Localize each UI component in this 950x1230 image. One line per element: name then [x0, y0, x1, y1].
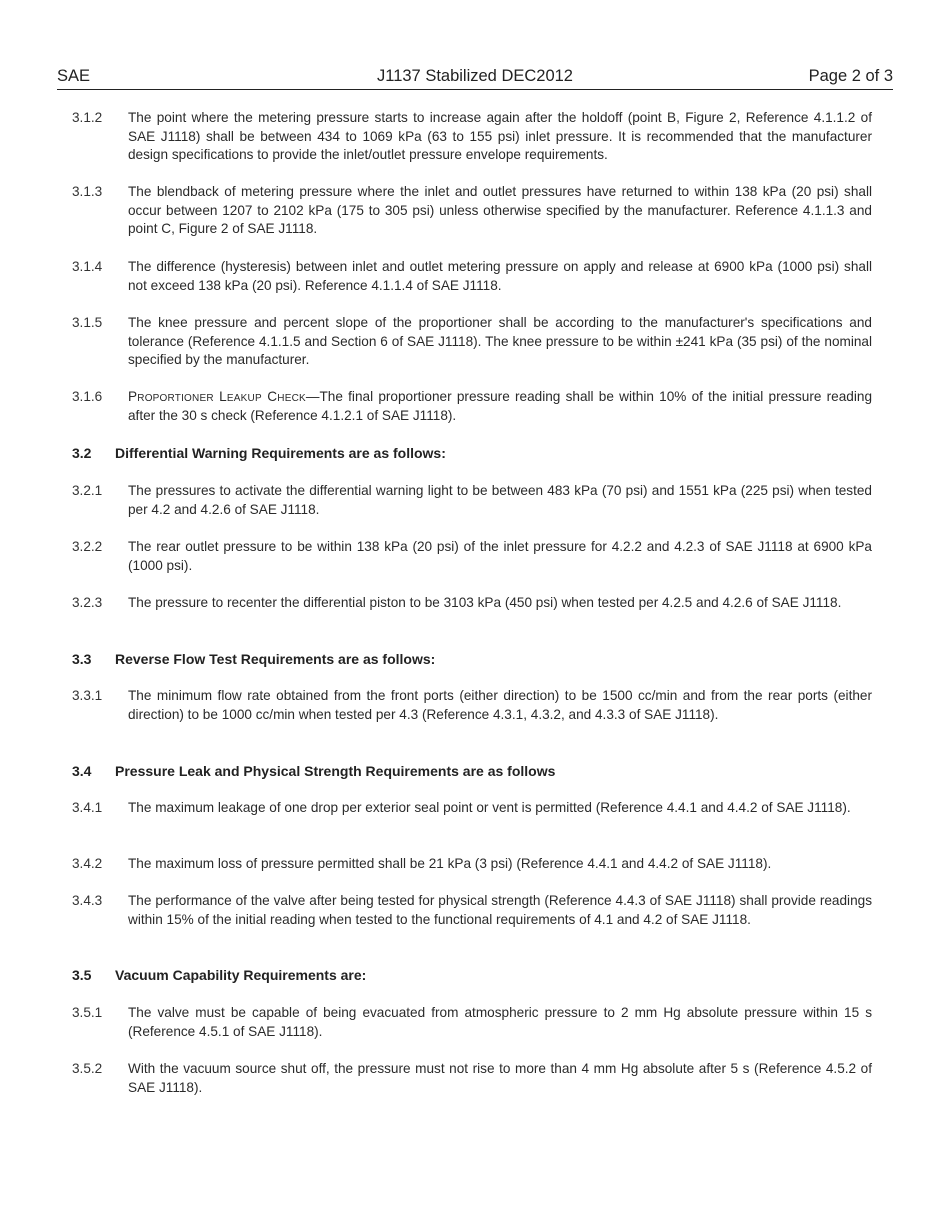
paragraph-3-5-2	[72, 1060, 872, 1097]
paragraph-body: —The final proportioner pressure reading shall be within 10% of the initial pressure reading after the 30 s check (Reference 4.1.2.1 of SAE J1118).	[128, 389, 873, 423]
section-title: Vacuum Capability Requirements are:	[115, 967, 367, 983]
paragraph-text: The rear outlet pressure to be within 138 kPa (20 psi) of the inlet pressure for 4.2.2 and 4.2.3 of SAE J1118 at 6900 kPa (1000 psi).	[128, 539, 872, 573]
paragraph-number: 3.1.6	[72, 389, 103, 404]
paragraph-number: 3.3.1	[72, 688, 103, 703]
section-number: 3.3	[72, 651, 92, 667]
section-title: Differential Warning Requirements are as follows:	[115, 445, 446, 461]
paragraph-text: The valve must be capable of being evacuated from atmospheric pressure to 2 mm Hg absolute pressure within 15 s (Reference 4.5.1 of SAE J1118).	[128, 1005, 872, 1039]
section-title: Reverse Flow Test Requirements are as follows:	[115, 651, 436, 667]
paragraph-text	[128, 388, 872, 425]
paragraph-text: The pressure to recenter the differential piston to be 3103 kPa (450 psi) when tested per 4.2.5 and 4.2.6 of SAE J1118.	[128, 595, 842, 610]
paragraph-number: 3.1.5	[72, 315, 103, 330]
paragraph-3-1-5	[72, 314, 872, 370]
paragraph-text: The point where the metering pressure starts to increase again after the holdoff (point B, Figure 2, Reference 4.1.1.2 of SAE J1118) shall be between 434 to 1069 kPa (63 to 155 psi) inlet pressure. It is recommended that the manufacturer design specifications to provide the inlet/outlet pressure envelope requirements.	[128, 110, 872, 162]
paragraph-number: 3.2.3	[72, 595, 103, 610]
paragraph-lead-in: Proportioner Leakup Check	[128, 389, 306, 404]
section-heading-3-5	[72, 966, 872, 985]
page-header	[57, 67, 893, 90]
paragraph-number: 3.1.4	[72, 259, 103, 274]
paragraph-number: 3.1.2	[72, 110, 103, 125]
paragraph-text: The pressures to activate the differential warning light to be between 483 kPa (70 psi) and 1551 kPa (225 psi) when tested per 4.2 and 4.2.6 of SAE J1118.	[128, 483, 872, 517]
paragraph-text: The blendback of metering pressure where the inlet and outlet pressures have returned to within 138 kPa (20 psi) shall occur between 1207 to 2102 kPa (175 to 305 psi) unless otherwise specified by the manufacturer. Reference 4.1.1.3 and point C, Figure 2 of SAE J1118.	[128, 184, 872, 236]
paragraph-3-1-6	[72, 388, 872, 425]
paragraph-3-2-3	[72, 594, 872, 613]
paragraph-number: 3.5.2	[72, 1061, 103, 1076]
paragraph-3-4-2	[72, 855, 872, 874]
paragraph-3-2-1	[72, 482, 872, 519]
header-page-number: Page 2 of 3	[808, 67, 893, 85]
paragraph-3-1-2	[72, 109, 872, 165]
paragraph-number: 3.5.1	[72, 1005, 103, 1020]
paragraph-text: The performance of the valve after being tested for physical strength (Reference 4.4.3 of SAE J1118) shall provide readings within 15% of the initial reading when tested to the functional requirements of 4.1 and 4.2 of SAE J1118.	[128, 893, 872, 927]
paragraph-3-2-2	[72, 538, 872, 575]
paragraph-number: 3.4.1	[72, 800, 103, 815]
section-number: 3.5	[72, 967, 92, 983]
header-document-id: J1137 Stabilized DEC2012	[377, 67, 573, 85]
paragraph-text: The knee pressure and percent slope of the proportioner shall be according to the manufacturer's specifications and tolerance (Reference 4.1.1.5 and Section 6 of SAE J1118). The knee pressure to be within ±241 kPa (35 psi) of the nominal specified by the manufacturer.	[128, 315, 872, 367]
section-heading-3-3	[72, 650, 872, 669]
paragraph-3-3-1	[72, 687, 872, 724]
section-title: Pressure Leak and Physical Strength Requirements are as follows	[115, 763, 556, 779]
paragraph-number: 3.2.1	[72, 483, 103, 498]
paragraph-3-1-3	[72, 183, 872, 239]
header-org: SAE	[57, 67, 91, 85]
paragraph-number: 3.4.3	[72, 893, 103, 908]
paragraph-number: 3.1.3	[72, 184, 103, 199]
paragraph-3-5-1	[72, 1004, 872, 1041]
section-number: 3.2	[72, 445, 92, 461]
paragraph-text: The minimum flow rate obtained from the front ports (either direction) to be 1500 cc/min and from the rear ports (either direction) to be 1000 cc/min when tested per 4.3 (Reference 4.3.1, 4.3.2, and 4.3.3 of SAE J1118).	[128, 688, 872, 722]
paragraph-text: The difference (hysteresis) between inlet and outlet metering pressure on apply and release at 6900 kPa (1000 psi) shall not exceed 138 kPa (20 psi). Reference 4.1.1.4 of SAE J1118.	[128, 259, 872, 293]
paragraph-3-1-4	[72, 258, 872, 295]
paragraph-number: 3.2.2	[72, 539, 103, 554]
section-number: 3.4	[72, 763, 92, 779]
paragraph-number: 3.4.2	[72, 856, 103, 871]
paragraph-text: The maximum loss of pressure permitted shall be 21 kPa (3 psi) (Reference 4.4.1 and 4.4.2 of SAE J1118).	[128, 856, 772, 871]
paragraph-text: The maximum leakage of one drop per exterior seal point or vent is permitted (Reference 4.4.1 and 4.4.2 of SAE J1118).	[128, 800, 851, 815]
paragraph-3-4-1	[72, 799, 872, 818]
paragraph-3-4-3	[72, 892, 872, 929]
section-heading-3-2	[72, 444, 872, 463]
section-heading-3-4	[72, 762, 872, 781]
paragraph-text: With the vacuum source shut off, the pressure must not rise to more than 4 mm Hg absolute after 5 s (Reference 4.5.2 of SAE J1118).	[128, 1061, 872, 1095]
